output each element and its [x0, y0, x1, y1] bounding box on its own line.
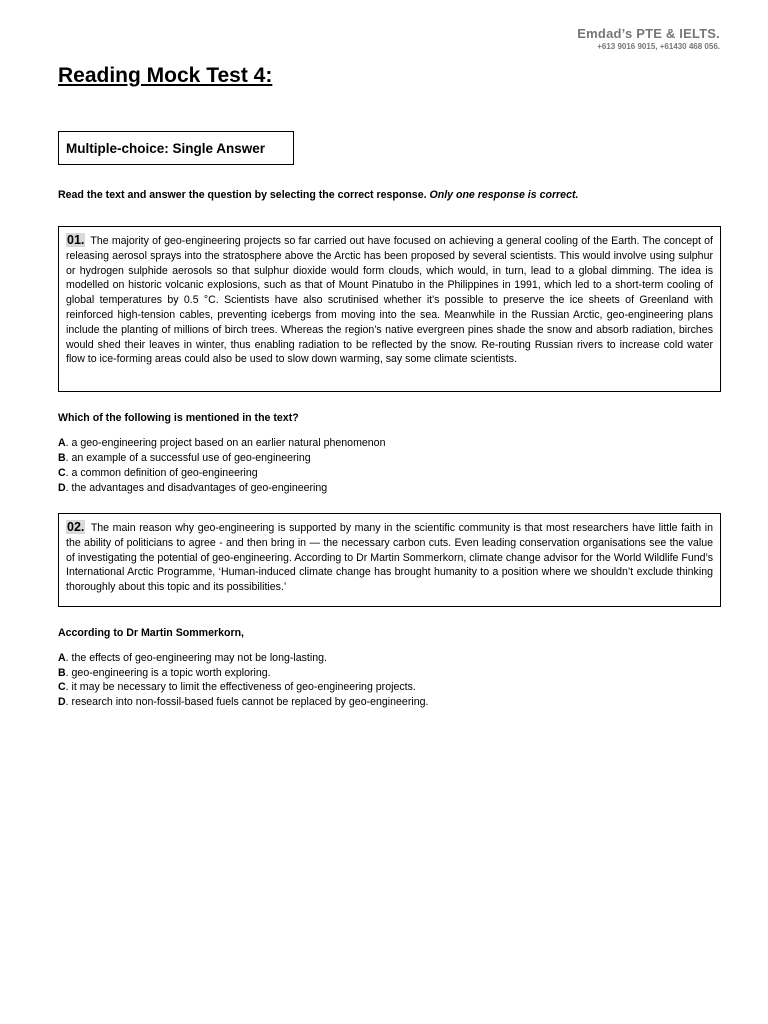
option-letter: D: [58, 695, 66, 708]
q1-option-c[interactable]: [58, 466, 385, 481]
option-text: . the advantages and disadvantages of geo-engineering: [65, 482, 328, 494]
option-letter: A: [58, 437, 66, 449]
passage-1-text: The majority of geo-engineering projects so far carried out have focused on achieving a general cooling of the Earth. The concept of releasing aerosol sprays into the stratosphere above the Arctic has been proposed by several scientists. This would involve using sulphur or hydrogen sulphide aerosols so that sulphur dioxide would form clouds, which would, in turn, lead to a global dimming. The idea is modelled on historic volcanic explosions, such as that of Mount Pinatubo in the Philippines in 1991, which led to a short-term cooling of global temperatures by 0.5 °C. Scientists have also scrutinised whether it's possible to preserve the ice sheets of Greenland with reinforced high-tension cables, preventing icebergs from moving into the sea. Meanwhile in the Russian Arctic, geo-engineering plans include the planting of millions of birch trees. Whereas the region’s native evergreen pines shade the snow and absorb radiation, birches would shed their leaves in winter, thus enabling radiation to be reflected by the snow. Re-routing Russian rivers to increase cold water flow to ice-forming areas could also be used to slow down warming, say some climate scientists.: [66, 235, 713, 366]
question-1-prompt: Which of the following is mentioned in the text?: [58, 412, 299, 424]
option-text: . the effects of geo-engineering may not be long-lasting.: [65, 652, 327, 664]
option-letter: C: [58, 681, 66, 694]
q2-option-d[interactable]: [58, 695, 428, 710]
instruction-emphasis: Only one response is correct.: [429, 189, 579, 201]
option-letter: C: [58, 467, 66, 479]
passage-2-text: The main reason why geo-engineering is supported by many in the scientific community is that most researchers have little faith in the ability of politicians to agree - and then bring in — the necessary carbon cuts. Even leading conservation organisations see the value of investigating the potential of geo-engineering. According to Dr Martin Sommerkorn, climate change advisor for the World Wildlife Fund’s International Arctic Programme, ‘Human-induced climate change has brought humanity to a position where we shouldn’t exclude thinking thoroughly about this topic and its possibilities.’: [66, 522, 713, 594]
q1-option-b[interactable]: [58, 451, 385, 466]
option-letter: B: [58, 666, 66, 679]
question-2-prompt: According to Dr Martin Sommerkorn,: [58, 627, 245, 639]
question-2-options: [58, 651, 428, 709]
question-number-2: 02.: [67, 520, 85, 534]
option-letter: A: [58, 652, 66, 664]
question-1-options: [58, 436, 385, 496]
option-text: . a geo-engineering project based on an earlier natural phenomenon: [65, 437, 386, 449]
section-heading: Multiple-choice: Single Answer: [58, 131, 294, 165]
q1-option-a[interactable]: [58, 436, 385, 451]
passage-1: [58, 226, 721, 392]
option-letter: D: [58, 482, 66, 494]
brand-name: Emdad’s PTE & IELTS.: [577, 26, 720, 41]
option-text: . research into non-fossil-based fuels cannot be replaced by geo-engineering.: [65, 695, 429, 708]
q2-option-b[interactable]: [58, 666, 428, 681]
option-text: . geo-engineering is a topic worth exploring.: [65, 666, 271, 679]
instruction-text: Read the text and answer the question by selecting the correct response.: [58, 189, 427, 201]
question-number-1: 01.: [67, 233, 85, 247]
page-title: Reading Mock Test 4:: [58, 64, 273, 87]
q1-option-d[interactable]: [58, 481, 385, 496]
option-text: . an example of a successful use of geo-engineering: [65, 452, 311, 464]
option-letter: B: [58, 452, 66, 464]
q2-option-c[interactable]: [58, 680, 428, 695]
instruction: [58, 189, 718, 201]
option-text: . a common definition of geo-engineering: [65, 467, 258, 479]
option-text: . it may be necessary to limit the effectiveness of geo-engineering projects.: [65, 681, 416, 694]
passage-2: [58, 513, 721, 607]
brand-phones: +613 9016 9015, +61430 468 056.: [597, 42, 720, 51]
brand-header: [577, 26, 720, 51]
q2-option-a[interactable]: [58, 651, 428, 666]
